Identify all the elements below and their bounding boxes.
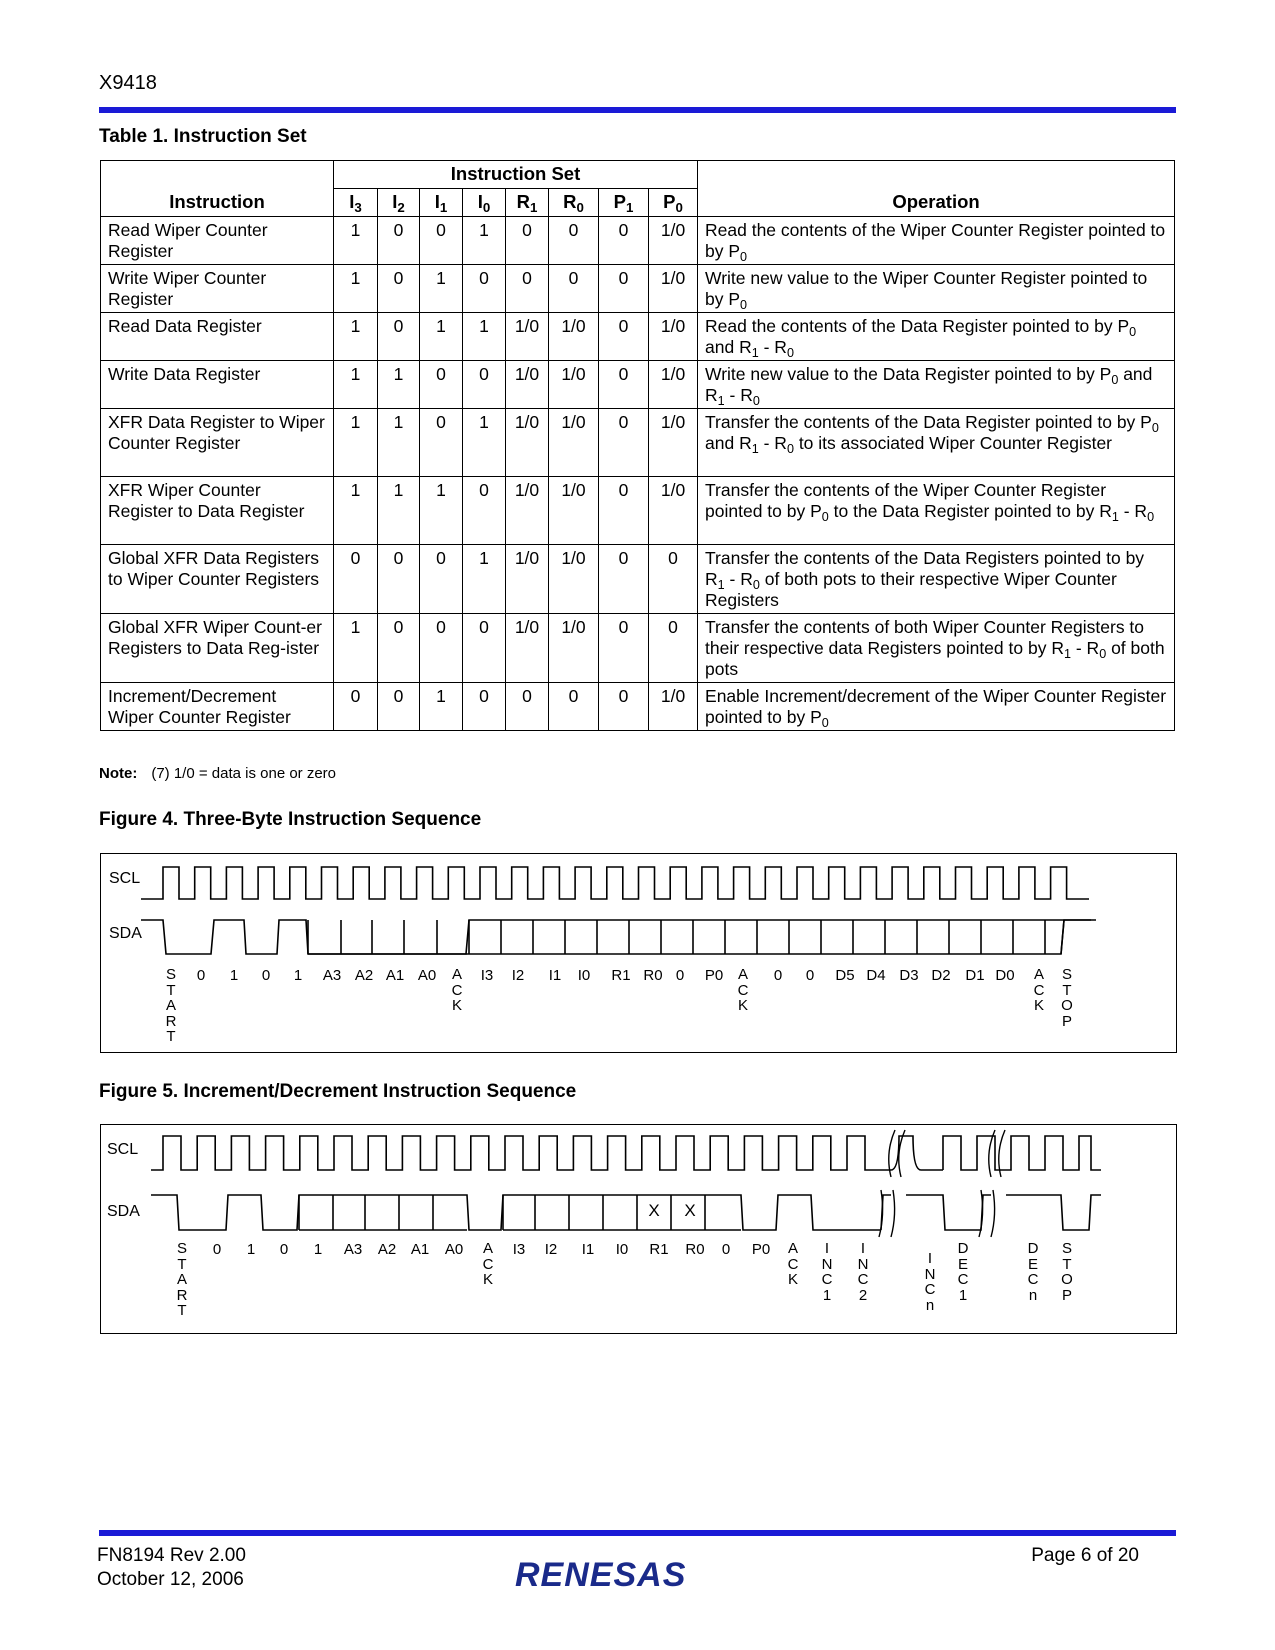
footer-date: October 12, 2006 [97, 1569, 244, 1590]
figure5-waveforms [101, 1125, 1176, 1333]
bit-value: 1 [378, 361, 420, 409]
bit-value: 0 [599, 217, 649, 265]
fig5-bit-label: I0 [615, 1241, 629, 1258]
note-text: (7) 1/0 = data is one or zero [151, 765, 337, 782]
fig4-bit-label: I1 [548, 967, 562, 984]
fig5-start-label: S T A R T [176, 1240, 188, 1319]
table-row [101, 409, 1175, 477]
fig5-bit-label: R0 [685, 1241, 705, 1258]
instruction-set-table [100, 160, 1175, 731]
bit-value: 1/0 [506, 614, 549, 683]
fig4-start-label: S T A R T [165, 966, 177, 1045]
header-bit-i2: $I_2$ [378, 189, 420, 217]
instruction-name: Global XFR Data Registers to Wiper Counter Registers [101, 545, 334, 614]
bit-value: 1/0 [649, 265, 698, 313]
bit-value: 0 [599, 361, 649, 409]
fig4-sda-label: SDA [109, 925, 142, 942]
fig4-bit-label: D2 [931, 967, 951, 984]
fig5-decn-label: D E C n [1027, 1240, 1039, 1304]
bit-value: 1 [420, 265, 463, 313]
fig4-bit-label: D4 [866, 967, 886, 984]
fig4-sda-low-line [308, 920, 1064, 954]
header-bit-r0: $R_0$ [549, 189, 599, 217]
fig4-bit-label: 0 [261, 967, 271, 984]
figure5-title: Figure 5. Increment/Decrement Instruction Sequence [99, 1081, 577, 1102]
operation-description: Read the contents of the Data Register pointed to by $P_0$ and $R_1 - R_0$ [698, 313, 1175, 361]
fig4-ack-label: A C K [1033, 966, 1045, 1014]
bit-value: 1/0 [549, 313, 599, 361]
fig5-bit-label: 0 [721, 1241, 731, 1258]
bit-value: 0 [420, 614, 463, 683]
bit-value: 0 [420, 545, 463, 614]
fig4-bit-label: A3 [322, 967, 342, 984]
bit-value: 1/0 [549, 545, 599, 614]
bit-value: 0 [599, 614, 649, 683]
fig5-bit-label: A3 [343, 1241, 363, 1258]
bit-value: 0 [420, 217, 463, 265]
bit-value: 0 [649, 545, 698, 614]
header-instruction-set: Instruction Set [334, 161, 698, 189]
bit-value: 0 [549, 265, 599, 313]
bit-value: 1/0 [649, 477, 698, 545]
bit-value: 1 [334, 477, 378, 545]
bit-value: 0 [599, 683, 649, 731]
bit-value: 0 [463, 361, 506, 409]
instruction-name: Read Wiper Counter Register [101, 217, 334, 265]
header-rule [99, 107, 1176, 113]
fig4-bit-label: 1 [229, 967, 239, 984]
fig5-sda-tail [906, 1195, 1101, 1230]
bit-value: 1 [378, 409, 420, 477]
bit-value: 0 [549, 217, 599, 265]
fig5-bit-label: I1 [581, 1241, 595, 1258]
operation-description: Read the contents of the Wiper Counter Register pointed to by $P_0$ [698, 217, 1175, 265]
table-row [101, 683, 1175, 731]
footer-page-number: Page 6 of 20 [1031, 1545, 1139, 1566]
fig4-ack-label: A C K [737, 966, 749, 1014]
fig4-bit-label: 0 [773, 967, 783, 984]
bit-value: 1/0 [506, 545, 549, 614]
bit-value: 1/0 [549, 614, 599, 683]
fig5-sda-break-mark [991, 1190, 995, 1237]
fig4-bit-label: A0 [417, 967, 437, 984]
instruction-name: Increment/Decrement Wiper Counter Register [101, 683, 334, 731]
fig5-scl-break-mark [989, 1130, 995, 1177]
fig5-stop-label: S T O P [1061, 1240, 1073, 1304]
fig5-bit-label: A2 [377, 1241, 397, 1258]
header-bit-i0: $I_0$ [463, 189, 506, 217]
operation-description: Transfer the contents of the Wiper Counter Register pointed to by $P_0$ to the Data Register pointed to by $R_1 - R_0$ [698, 477, 1175, 545]
bit-value: 0 [549, 683, 599, 731]
header-bit-r1: $R_1$ [506, 189, 549, 217]
fig5-bit-label: I3 [512, 1241, 526, 1258]
instruction-name: XFR Data Register to Wiper Counter Register [101, 409, 334, 477]
fig4-ack-label: A C K [451, 966, 463, 1014]
bit-value: 0 [378, 545, 420, 614]
document-id: X9418 [99, 72, 157, 94]
bit-value: 0 [506, 217, 549, 265]
bit-value: 1/0 [649, 361, 698, 409]
fig5-scl-waveform [151, 1136, 879, 1170]
fig5-bit-label: R1 [649, 1241, 669, 1258]
fig4-bit-label: 0 [675, 967, 685, 984]
header-bit-i1: $I_1$ [420, 189, 463, 217]
bit-value: 0 [599, 477, 649, 545]
instruction-name: Write Data Register [101, 361, 334, 409]
bit-value: 0 [334, 683, 378, 731]
bit-value: 0 [599, 313, 649, 361]
bit-value: 1/0 [506, 313, 549, 361]
bit-value: 1/0 [506, 477, 549, 545]
fig5-incn-label: I N C n [924, 1250, 936, 1314]
fig4-bit-label: D1 [965, 967, 985, 984]
header-bit-p0: $P_0$ [649, 189, 698, 217]
bit-value: 1/0 [506, 361, 549, 409]
fig4-bit-label: I0 [577, 967, 591, 984]
operation-description: Transfer the contents of the Data Registers pointed to by $R_1 - R_0$ of both pots to their respective Wiper Counter Registers [698, 545, 1175, 614]
fig5-inc2-label: I N C 2 [857, 1240, 869, 1304]
operation-description: Transfer the contents of both Wiper Counter Registers to their respective data Registers pointed to by $R_1 - R_0$ of both pots [698, 614, 1175, 683]
fig5-bit-label: A1 [410, 1241, 430, 1258]
bit-value: 1 [463, 217, 506, 265]
fig5-bit-label: 1 [313, 1241, 323, 1258]
bit-value: 0 [378, 265, 420, 313]
fig4-bit-label: A2 [354, 967, 374, 984]
bit-value: 1/0 [649, 409, 698, 477]
fig5-bit-label: 0 [212, 1241, 222, 1258]
bit-value: 1 [463, 313, 506, 361]
bit-value: 1 [420, 477, 463, 545]
bit-value: 0 [599, 409, 649, 477]
bit-value: 1 [420, 313, 463, 361]
fig4-bit-label: A1 [385, 967, 405, 984]
bit-value: 0 [420, 361, 463, 409]
figure4-waveforms [101, 854, 1176, 1052]
fig5-dont-care-mark: X [684, 1201, 696, 1220]
table-row [101, 217, 1175, 265]
fig5-inc1-label: I N C 1 [821, 1240, 833, 1304]
bit-value: 0 [463, 477, 506, 545]
bit-value: 0 [506, 683, 549, 731]
fig4-bit-label: I3 [480, 967, 494, 984]
header-operation: Operation [698, 161, 1175, 217]
footer-doc-rev: FN8194 Rev 2.00 [97, 1545, 246, 1566]
fig5-ack-label: A C K [482, 1240, 494, 1288]
operation-description: Enable Increment/decrement of the Wiper Counter Register pointed to by $P_0$ [698, 683, 1175, 731]
instruction-name: Write Wiper Counter Register [101, 265, 334, 313]
table-row [101, 265, 1175, 313]
table-row [101, 361, 1175, 409]
fig5-bit-label: P0 [751, 1241, 771, 1258]
bit-value: 1/0 [549, 409, 599, 477]
fig5-scl-label: SCL [107, 1141, 139, 1158]
fig5-ack-label: A C K [787, 1240, 799, 1288]
bit-value: 0 [378, 683, 420, 731]
table-row [101, 545, 1175, 614]
renesas-logo: RENESAS [515, 1556, 687, 1594]
bit-value: 0 [463, 614, 506, 683]
footer-rule [99, 1530, 1176, 1536]
fig4-bit-label: P0 [704, 967, 724, 984]
fig4-bit-label: 1 [293, 967, 303, 984]
instruction-name: Global XFR Wiper Count-er Registers to Data Reg-ister [101, 614, 334, 683]
operation-description: Transfer the contents of the Data Register pointed to by $P_0$ and $R_1 - R_0$ to its associated Wiper Counter Register [698, 409, 1175, 477]
table-row [101, 477, 1175, 545]
bit-value: 1 [334, 409, 378, 477]
fig4-bit-label: D5 [835, 967, 855, 984]
bit-value: 1 [334, 265, 378, 313]
bit-value: 1 [334, 313, 378, 361]
bit-value: 0 [378, 614, 420, 683]
fig4-sda-waveform [141, 920, 1096, 954]
bit-value: 1/0 [549, 477, 599, 545]
fig5-sda-label: SDA [107, 1203, 140, 1220]
bit-value: 1/0 [649, 683, 698, 731]
header-instruction: Instruction [101, 161, 334, 217]
note-label: Note: [99, 765, 138, 782]
fig4-bit-label: R0 [643, 967, 663, 984]
bit-value: 1/0 [649, 217, 698, 265]
bit-value: 0 [506, 265, 549, 313]
bit-value: 1 [463, 545, 506, 614]
header-bit-p1: $P_1$ [599, 189, 649, 217]
bit-value: 1/0 [649, 313, 698, 361]
bit-value: 1 [420, 683, 463, 731]
fig5-scl-tail [943, 1136, 1101, 1170]
bit-value: 1 [334, 217, 378, 265]
bit-value: 1/0 [549, 361, 599, 409]
bit-value: 0 [649, 614, 698, 683]
fig4-scl-waveform [141, 867, 1089, 899]
fig4-bit-label: D0 [995, 967, 1015, 984]
bit-value: 1 [463, 409, 506, 477]
fig4-stop-label: S T O P [1061, 966, 1073, 1030]
table-title: Table 1. Instruction Set [99, 126, 307, 147]
bit-value: 0 [599, 545, 649, 614]
fig4-scl-label: SCL [109, 870, 141, 887]
figure4-timing-diagram [100, 853, 1177, 1053]
fig4-stop-edge [1061, 920, 1091, 954]
fig4-bit-label: 0 [196, 967, 206, 984]
table-row [101, 313, 1175, 361]
table-row [101, 614, 1175, 683]
fig5-dont-care-mark: X [648, 1201, 660, 1220]
figure4-title: Figure 4. Three-Byte Instruction Sequence [99, 809, 482, 830]
bit-value: 0 [334, 545, 378, 614]
bit-value: 1 [378, 477, 420, 545]
bit-value: 1 [334, 361, 378, 409]
fig4-bit-label: D3 [899, 967, 919, 984]
figure5-timing-diagram [100, 1124, 1177, 1334]
fig4-bit-label: I2 [511, 967, 525, 984]
operation-description: Write new value to the Wiper Counter Register pointed to by $P_0$ [698, 265, 1175, 313]
bit-value: 0 [463, 683, 506, 731]
bit-value: 0 [599, 265, 649, 313]
fig5-sda-break-mark [891, 1190, 895, 1237]
bit-value: 1 [334, 614, 378, 683]
bit-value: 0 [378, 217, 420, 265]
bit-value: 0 [378, 313, 420, 361]
instruction-name: Read Data Register [101, 313, 334, 361]
operation-description: Write new value to the Data Register pointed to by $P_0$ and $R_1 - R_0$ [698, 361, 1175, 409]
instruction-name: XFR Wiper Counter Register to Data Register [101, 477, 334, 545]
fig4-bit-label: R1 [611, 967, 631, 984]
fig5-bit-label: 1 [246, 1241, 256, 1258]
header-bit-i3: $I_3$ [334, 189, 378, 217]
bit-value: 0 [420, 409, 463, 477]
table-note [99, 765, 336, 782]
bit-value: 1/0 [506, 409, 549, 477]
bit-value: 0 [463, 265, 506, 313]
fig4-bit-label: 0 [805, 967, 815, 984]
fig5-bit-label: A0 [444, 1241, 464, 1258]
fig5-bit-label: I2 [544, 1241, 558, 1258]
fig5-dec1-label: D E C 1 [957, 1240, 969, 1304]
fig5-bit-label: 0 [279, 1241, 289, 1258]
fig5-sda-waveform [151, 1195, 881, 1230]
